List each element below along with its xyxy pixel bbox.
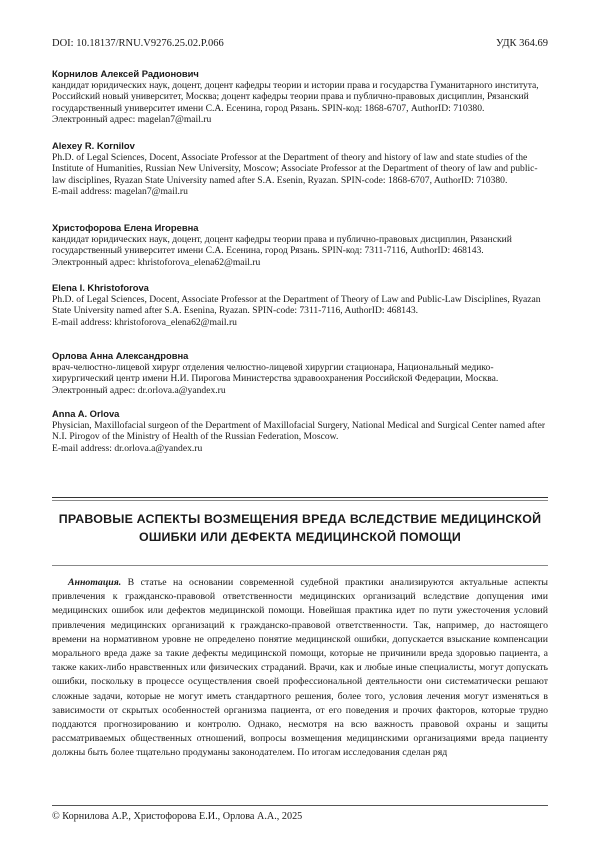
title-rule-top xyxy=(52,497,548,498)
author-kornilov-en xyxy=(52,140,548,198)
author-desc: кандидат юридических наук, доцент, доцент кафедры теории и истории права и государства Гуманитарного института, Российский новый университет, Москва; доцент кафедры теории права и публично-правовых дисциплин, Рязанский государственный университет имени С.А. Есенина, город Рязань. SPIN-код: 1868-6707, AuthorID: 710380. xyxy=(52,79,539,114)
running-header xyxy=(52,38,548,52)
author-desc: Ph.D. of Legal Sciences, Docent, Associate Professor at the Department of Theory of Law and Public-Law Disciplines, Ryazan State University named after S.A. Esenina, Ryazan. SPIN-code: 7311-7116, AuthorID: 468143. xyxy=(52,293,541,317)
author-name: Орлова Анна Александровна xyxy=(52,350,189,361)
copyright: © Корнилова А.Р., Христофорова Е.И., Орлова А.А., 2025 xyxy=(52,811,303,822)
author-desc: Ph.D. of Legal Sciences, Docent, Associate Professor at the Department of theory and history of law and state studies of the Institute of Humanities, Russian New University, Moscow; Associate Professor at the Department of theory of law and public-law disciplines, Ryazan State University named after S.A. Esenin, Ryazan. SPIN-code: 1868-6707, AuthorID: 710380. xyxy=(52,151,538,186)
author-khristoforova-en xyxy=(52,282,548,328)
author-kornilov-ru xyxy=(52,68,548,126)
author-orlova-ru xyxy=(52,350,548,396)
author-desc: кандидат юридических наук, доцент, доцент кафедры теории права и публично-правовых дисциплин, Рязанский государственный университет имени С.А. Есенина, город Рязань. SPIN-код: 7311-7116, AuthorID: 468143. xyxy=(52,233,512,257)
footer-rule xyxy=(52,805,548,806)
author-email: Электронный адрес: khristoforova_elena62@mail.ru xyxy=(52,256,261,268)
article-title: ПРАВОВЫЕ АСПЕКТЫ ВОЗМЕЩЕНИЯ ВРЕДА ВСЛЕДСТВИЕ МЕДИЦИНСКОЙ ОШИБКИ ИЛИ ДЕФЕКТА МЕДИЦИНСКОЙ ПОМОЩИ xyxy=(58,512,542,544)
author-email: E-mail address: dr.orlova.a@yandex.ru xyxy=(52,442,203,454)
author-orlova-en xyxy=(52,408,548,454)
author-name: Корнилов Алексей Радионович xyxy=(52,68,199,79)
abstract-text: В статье на основании современной судебной практики анализируются актуальные аспекты привлечения к гражданско-правовой ответственности медицинских организаций вследствие допущения ими медицинских ошибок или дефектов медицинской помощи. Новейшая практика идет по пути ужесточения условий привлечения медицинских организаций к гражданско-правовой ответственности. Так, например, до настоящего времени на нормативном уровне не определено понятие медицинской ошибки, допускается взыскание компенсации морального вреда даже за такие дефекты медицинской помощи, которые не причинили вреда здоровью пациента, а также каких-либо нравственных или физических страданий. Врачи, как и любые иные специалисты, могут допускать ошибки, поскольку в процессе осуществления своей профессиональной деятельности они систематически решают сложные задачи, которые не могут иметь стандартного решения, более того, условия лечения могут изменяться в зависимости от скрытых особенностей организма пациента, от его поведения и прочих факторов, которые трудно поддаются прогнозированию и контролю. Однако, несмотря на всю важность правовой охраны и защиты рассматриваемых общественных отношений, вопросы возмещения медицинскими организациями вреда пациенту должны быть более тщательно продуманы законодателем. По итогам исследования сделан ряд xyxy=(52,577,548,759)
udk-code: УДК 364.69 xyxy=(495,38,548,49)
author-desc: Physician, Maxillofacial surgeon of the Department of Maxillofacial Surgery, National Medical and Surgical Center named after N.I. Pirogov of the Ministry of Health of the Russian Federation, Moscow. xyxy=(52,419,546,443)
page xyxy=(52,0,548,847)
author-name: Elena I. Khristoforova xyxy=(52,282,149,293)
abstract-label: Аннотация. xyxy=(68,577,122,588)
abstract xyxy=(52,576,548,761)
title-rule-top-inner xyxy=(52,500,548,501)
author-khristoforova-ru xyxy=(52,222,548,268)
author-desc: врач-челюстно-лицевой хирург отделения челюстно-лицевой хирургии стационара, Национальный медико-хирургический центр имени Н.И. Пирогова Министерства здравоохранения Российской Федерации, Москва. xyxy=(52,361,499,385)
title-rule-bottom xyxy=(52,565,548,566)
author-name: Anna A. Orlova xyxy=(52,408,120,419)
author-email: E-mail address: khristoforova_elena62@mail.ru xyxy=(52,316,237,328)
author-email: Электронный адрес: dr.orlova.a@yandex.ru xyxy=(52,384,226,396)
author-name: Христофорова Елена Игоревна xyxy=(52,222,199,233)
doi: DOI: 10.18137/RNU.V9276.25.02.P.066 xyxy=(52,38,224,49)
author-email: Электронный адрес: magelan7@mail.ru xyxy=(52,114,212,126)
author-email: E-mail address: magelan7@mail.ru xyxy=(52,186,188,198)
author-name: Alexey R. Kornilov xyxy=(52,140,135,151)
